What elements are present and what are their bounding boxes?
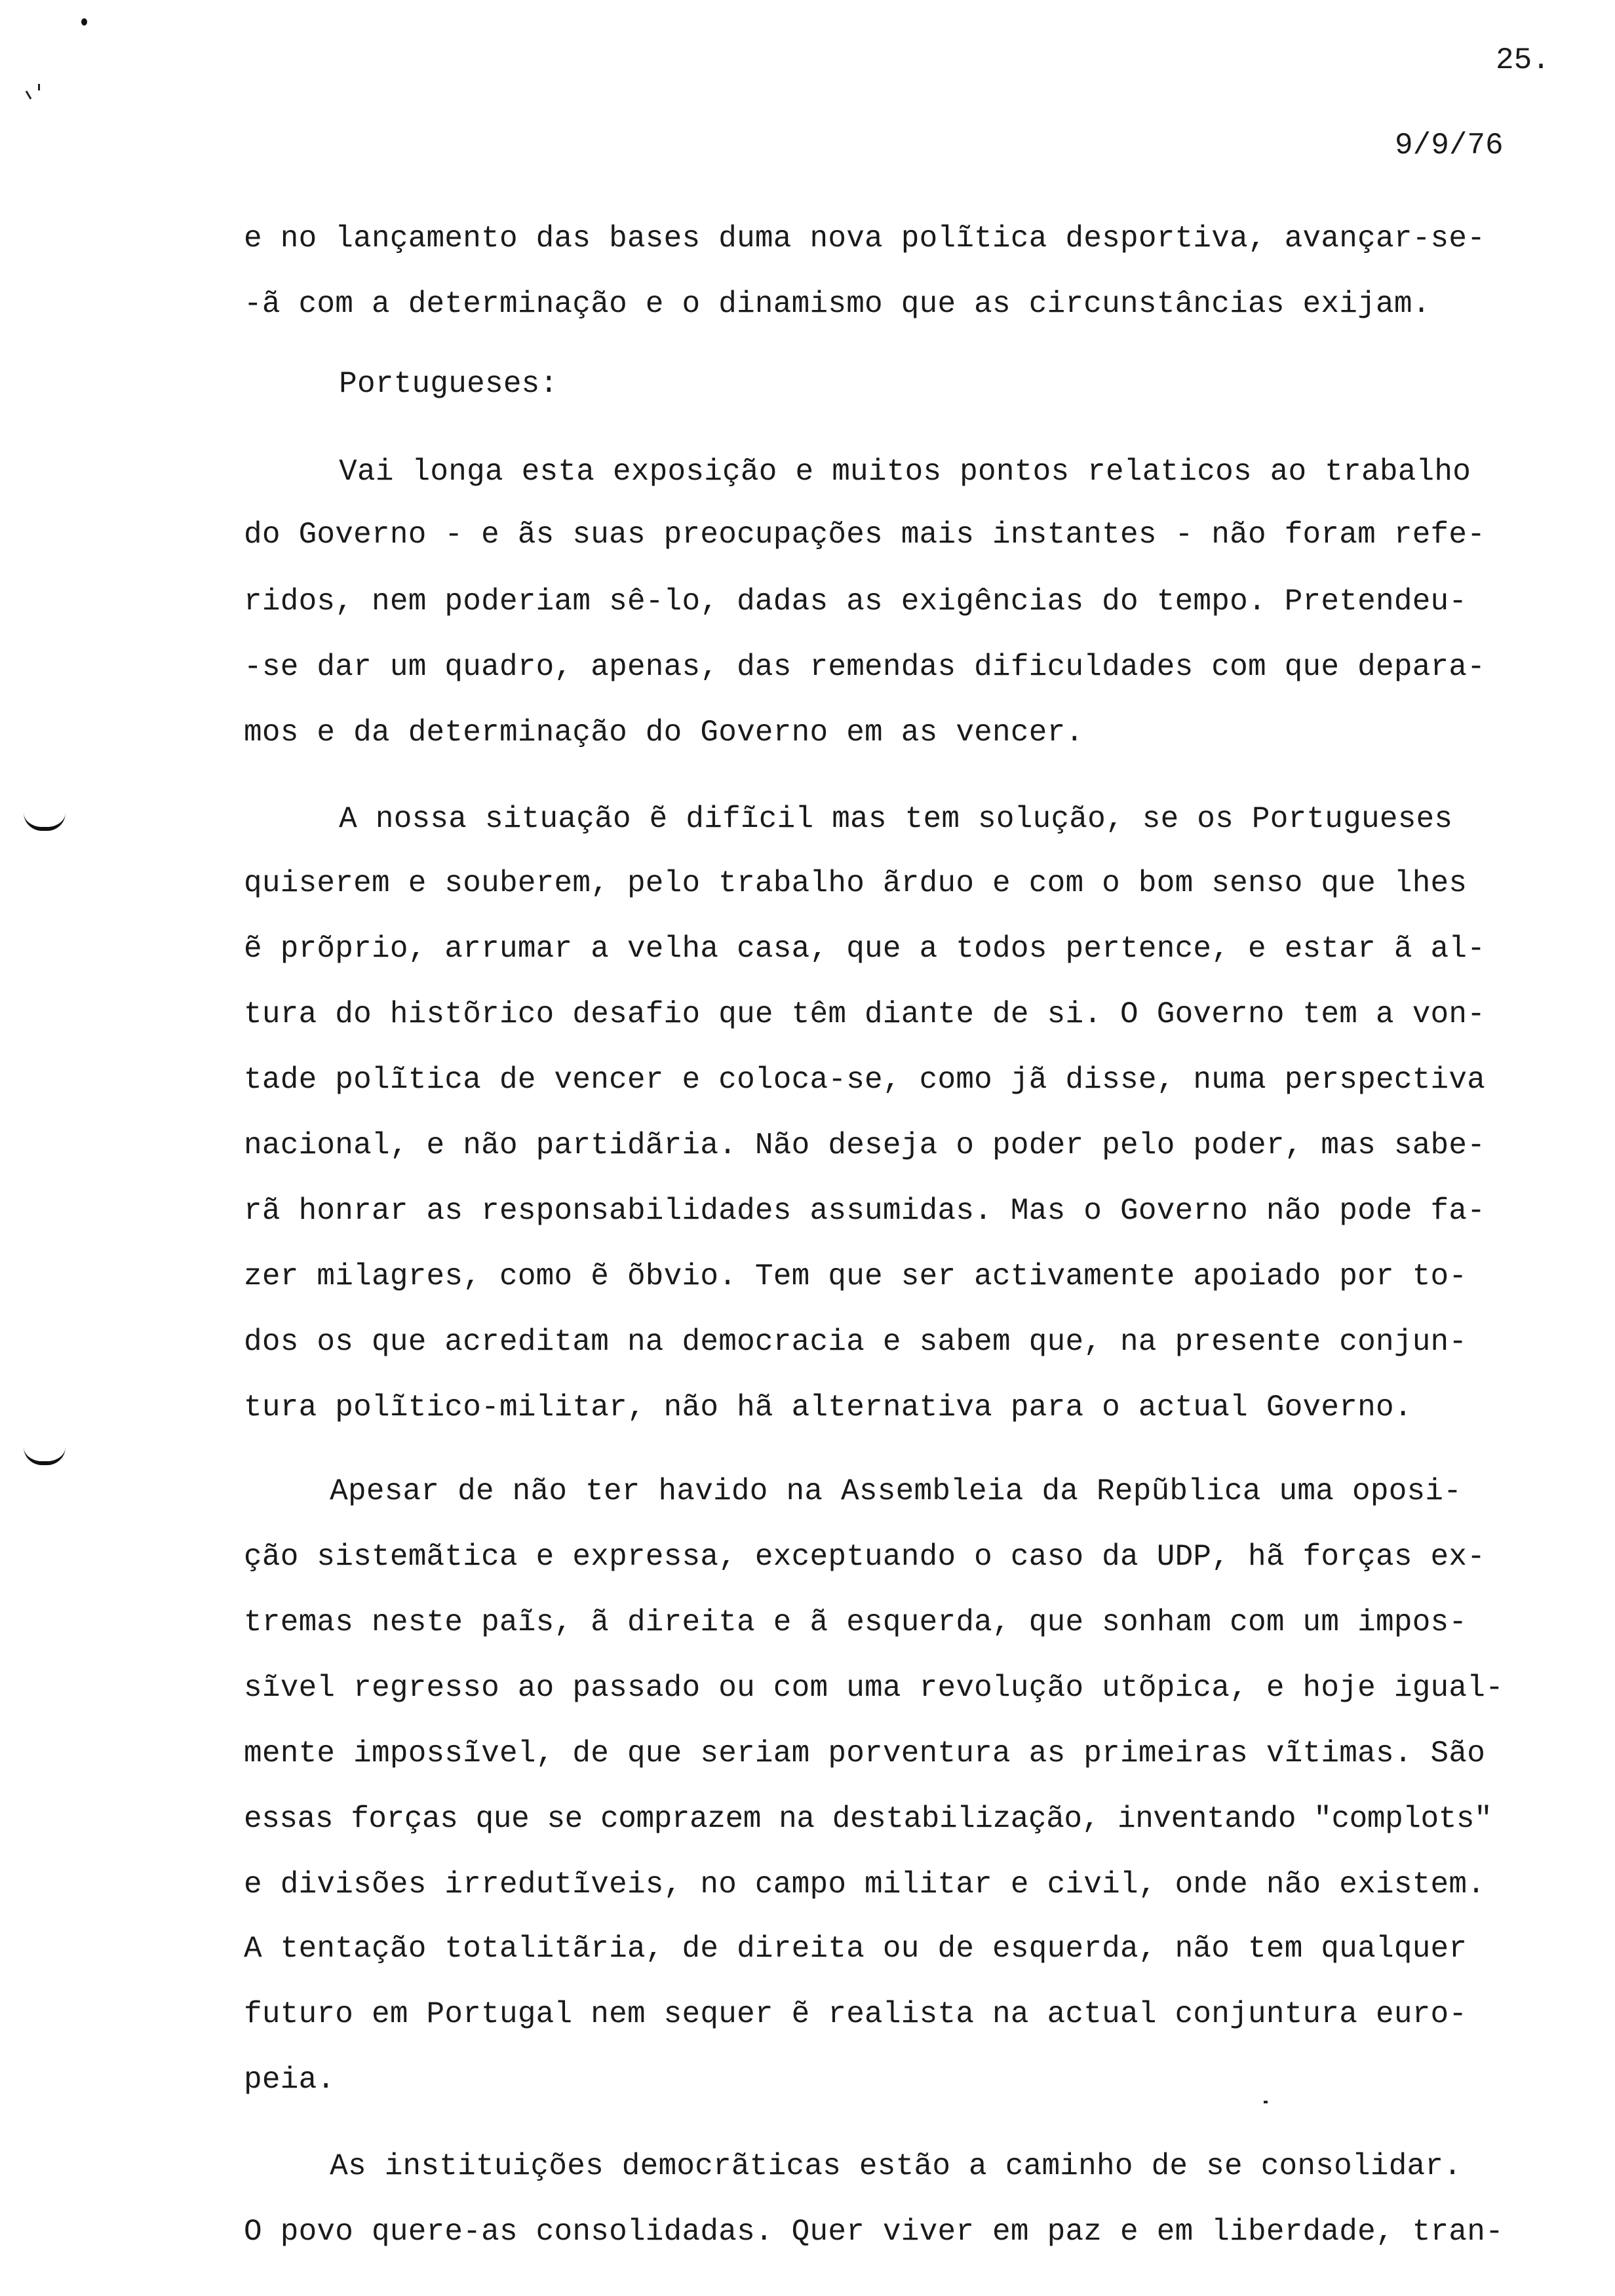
text-line: e divisões irredutĩveis, no campo militar e civil, onde não existem.	[244, 1867, 1486, 1902]
text-line: A nossa situação ẽ difĩcil mas tem solução, se os Portugueses	[229, 802, 1453, 836]
text-line: futuro em Portugal nem sequer ẽ realista na actual conjuntura euro-	[244, 1997, 1468, 2031]
text-line: rã honrar as responsabilidades assumidas. Mas o Governo não pode fa-	[244, 1194, 1486, 1228]
text-line: ẽ prõprio, arrumar a velha casa, que a todos pertence, e estar ã al-	[244, 932, 1486, 966]
text-line: -se dar um quadro, apenas, das remendas dificuldades com que depara-	[244, 650, 1486, 684]
text-line: ção sistemãtica e expressa, exceptuando o caso da UDP, hã forças ex-	[244, 1540, 1486, 1574]
text-line: dos os que acreditam na democracia e sabem que, na presente conjun-	[244, 1325, 1468, 1359]
text-line: zer milagres, como ẽ õbvio. Tem que ser activamente apoiado por to-	[244, 1259, 1468, 1293]
page-number: 25.	[1496, 43, 1550, 77]
punch-hole-mark	[24, 813, 66, 831]
text-line: -ã com a determinação e o dinamismo que as circunstâncias exijam.	[244, 287, 1431, 321]
text-line: tura polĩtico-militar, não hã alternativa para o actual Governo.	[244, 1390, 1412, 1425]
text-line: Vai longa esta exposição e muitos pontos relaticos ao trabalho	[229, 455, 1471, 489]
scan-speck	[81, 18, 87, 26]
text-line: Portugueses:	[229, 367, 558, 401]
text-line: tade polĩtica de vencer e coloca-se, como jã disse, numa perspectiva	[244, 1063, 1486, 1097]
text-line: quiserem e souberem, pelo trabalho ãrduo e com o bom senso que lhes	[244, 866, 1468, 900]
text-line: tremas neste paĩs, ã direita e ã esquerda, que sonham com um impos-	[244, 1605, 1468, 1639]
text-line: A tentação totalitãria, de direita ou de esquerda, não tem qualquer	[244, 1932, 1468, 1966]
scan-tick-mark	[26, 90, 32, 100]
text-line: nacional, e não partidãria. Não deseja o poder pelo poder, mas sabe-	[244, 1128, 1486, 1162]
text-line: essas forças que se comprazem na destabilização, inventando "complots"	[244, 1802, 1492, 1836]
scan-tick-mark	[38, 84, 40, 90]
scan-speck	[1264, 2101, 1268, 2103]
text-line: ridos, nem poderiam sê-lo, dadas as exigências do tempo. Pretendeu-	[244, 584, 1468, 619]
page-date: 9/9/76	[1395, 128, 1504, 163]
text-line: peia.	[244, 2063, 336, 2097]
text-line: As instituições democrãticas estão a caminho de se consolidar.	[220, 2149, 1462, 2183]
text-line: Apesar de não ter havido na Assembleia da Repũblica uma oposi-	[220, 1474, 1462, 1508]
punch-hole-mark	[24, 1447, 66, 1465]
text-line: mos e da determinação do Governo em as vencer.	[244, 716, 1084, 750]
text-line: e no lançamento das bases duma nova polĩtica desportiva, avançar-se-	[244, 221, 1486, 256]
text-line: do Governo - e ãs suas preocupações mais instantes - não foram refe-	[244, 518, 1486, 552]
text-line: sĩvel regresso ao passado ou com uma revolução utõpica, e hoje igual-	[244, 1671, 1504, 1705]
text-line: mente impossĩvel, de que seriam porventura as primeiras vĩtimas. São	[244, 1736, 1486, 1770]
text-line: tura do histõrico desafio que têm diante de si. O Governo tem a von-	[244, 997, 1486, 1031]
text-line: O povo quere-as consolidadas. Quer viver em paz e em liberdade, tran-	[244, 2215, 1504, 2249]
